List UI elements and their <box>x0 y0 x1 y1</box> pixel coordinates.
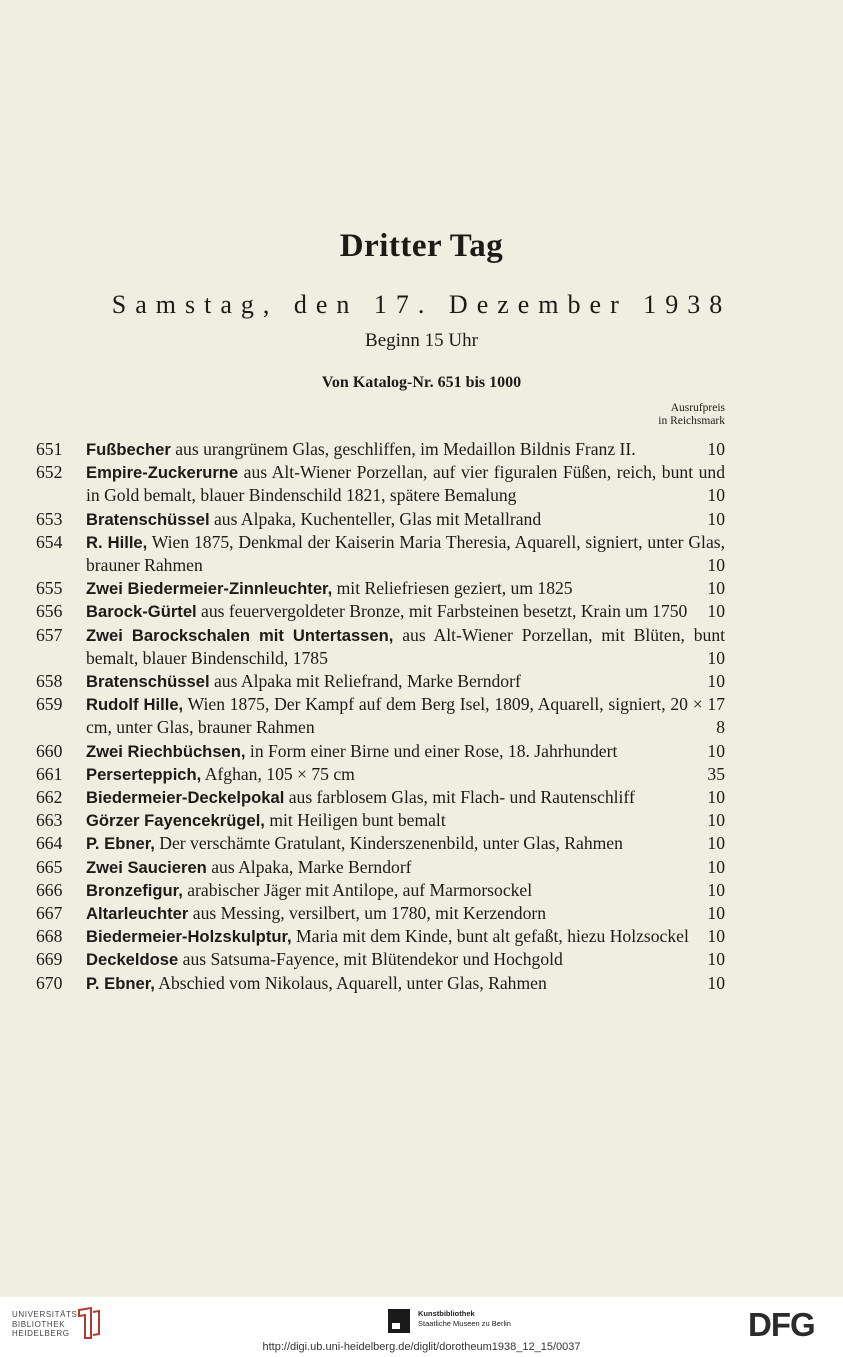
catalog-entry <box>36 902 725 925</box>
entry-number: 656 <box>36 601 63 622</box>
entry-description <box>86 925 725 948</box>
entry-number: 658 <box>36 671 63 692</box>
entry-number: 657 <box>36 624 63 645</box>
entry-item-name: Fußbecher <box>86 440 171 459</box>
entry-item-name: Biedermeier-Deckelpokal <box>86 788 285 808</box>
entry-price: 10 <box>707 949 725 970</box>
entry-description <box>86 577 725 600</box>
entry-item-name: Biedermeier-Holzskulptur, <box>86 927 292 947</box>
entry-item-name: Perserteppich, <box>86 764 202 784</box>
entry-item-text: aus Alpaka mit Reliefrand, Marke Berndorf <box>209 671 521 692</box>
entry-description <box>86 740 725 763</box>
entry-number: 663 <box>36 810 63 831</box>
entry-number: 651 <box>36 439 63 459</box>
entry-price: 10 <box>707 485 725 506</box>
entry-description <box>86 856 725 879</box>
catalog-entry <box>36 600 725 623</box>
catalog-entry <box>36 693 725 739</box>
catalog-entry <box>36 856 725 879</box>
uni-line: BIBLIOTHEK <box>12 1319 66 1329</box>
entry-price: 10 <box>707 647 725 668</box>
entry-description <box>86 786 725 809</box>
entry-price: 10 <box>707 787 725 808</box>
entry-number: 652 <box>36 462 63 483</box>
uni-line: HEIDELBERG <box>12 1329 70 1338</box>
entry-number: 670 <box>36 972 63 993</box>
entry-item-name: Bronzefigur, <box>86 880 183 900</box>
entry-item-name: Rudolf Hille, <box>86 695 184 715</box>
entry-description <box>86 832 725 855</box>
catalog-entry <box>36 461 725 507</box>
kb-line: Staatliche Museen zu Berlin <box>418 1319 511 1328</box>
catalog-entry <box>36 879 725 902</box>
catalog-entry <box>36 740 725 763</box>
catalog-entry <box>36 972 725 995</box>
footer-bar <box>0 1297 843 1357</box>
entry-item-text: aus Satsuma-Fayence, mit Blütendekor und Hochgold <box>178 949 563 970</box>
entry-item-name: P. Ebner, <box>86 973 155 993</box>
source-url[interactable]: http://digi.ub.uni-heidelberg.de/diglit/dorotheum1938_12_15/0037 <box>262 1341 581 1353</box>
kunstbibliothek-logo-icon <box>388 1309 410 1333</box>
entry-number: 664 <box>36 833 63 854</box>
catalog-entry <box>36 670 725 693</box>
entry-price: 10 <box>707 810 725 831</box>
entry-description <box>86 902 725 925</box>
entry-price: 10 <box>707 833 725 854</box>
entry-description <box>86 972 725 995</box>
entry-number: 654 <box>36 531 63 552</box>
entry-item-text: Afghan, 105 × 75 cm <box>201 763 355 784</box>
entry-item-name: Zwei Barockschalen mit Untertassen, <box>86 625 394 645</box>
entry-item-text: Wien 1875, Denkmal der Kaiserin Maria Theresia, Aquarell, signiert, unter Glas, brauner Rahmen <box>86 531 725 576</box>
entry-item-text: aus Alpaka, Marke Berndorf <box>206 856 412 877</box>
kunstbibliothek-label <box>418 1309 511 1329</box>
entry-item-name: Görzer Fayencekrügel, <box>86 811 265 831</box>
entry-number: 659 <box>36 694 63 715</box>
page-title: Dritter Tag <box>339 228 504 264</box>
catalog-entry <box>36 832 725 855</box>
entry-item-text: Maria mit dem Kinde, bunt alt gefaßt, hiezu Holzsockel <box>291 926 689 947</box>
dfg-logo: DFG <box>748 1306 815 1343</box>
entry-price: 10 <box>707 439 725 459</box>
entry-price: 10 <box>707 508 725 529</box>
entry-price: 35 <box>707 763 725 784</box>
entry-item-text: mit Heiligen bunt bemalt <box>264 810 446 831</box>
entry-number: 660 <box>36 740 63 761</box>
kb-line: Kunstbibliothek <box>418 1309 475 1318</box>
price-header-line: in Reichsmark <box>658 415 725 427</box>
entry-item-text: mit Reliefriesen geziert, um 1825 <box>332 578 573 599</box>
entry-number: 666 <box>36 879 63 900</box>
catalog-entry <box>36 438 725 461</box>
entry-number: 669 <box>36 949 63 970</box>
entry-price: 10 <box>707 903 725 924</box>
entry-number: 661 <box>36 763 63 784</box>
entry-item-name: Zwei Biedermeier-Zinnleuchter, <box>86 579 333 599</box>
entry-price: 10 <box>707 972 725 993</box>
catalog-entry <box>36 763 725 786</box>
entry-item-name: Altarleuchter <box>86 904 189 924</box>
entry-description <box>86 508 725 531</box>
auction-date: Samstag, den 17. Dezember 1938 <box>111 290 732 319</box>
entry-item-name: Zwei Saucieren <box>86 857 207 877</box>
entry-number: 662 <box>36 787 63 808</box>
entry-description <box>86 809 725 832</box>
entry-description <box>86 879 725 902</box>
university-logo-icon <box>76 1306 102 1340</box>
entry-item-name: Barock-Gürtel <box>86 602 197 622</box>
entry-item-text: aus Messing, versilbert, um 1780, mit Kerzendorn <box>188 903 547 924</box>
entry-item-text: in Form einer Birne und einer Rose, 18. Jahrhundert <box>245 740 618 761</box>
catalog-entry <box>36 624 725 670</box>
university-library-label <box>12 1310 81 1339</box>
price-column-header <box>658 402 725 428</box>
price-header-line: Ausrufpreis <box>670 402 725 414</box>
entry-number: 668 <box>36 926 63 947</box>
entry-number: 667 <box>36 903 63 924</box>
entry-item-text: aus Alt-Wiener Porzellan, auf vier figuralen Füßen, reich, bunt und in Gold bemalt, blauer Bindenschild 1821, spätere Bemalung <box>86 462 725 506</box>
entry-item-text: arabischer Jäger mit Antilope, auf Marmorsockel <box>182 879 533 900</box>
entry-item-name: Bratenschüssel <box>86 672 210 692</box>
entry-item-name: P. Ebner, <box>86 834 155 854</box>
entry-item-text: Abschied vom Nikolaus, Aquarell, unter Glas, Rahmen <box>154 972 547 993</box>
entry-item-name: Deckeldose <box>86 950 179 970</box>
entry-description <box>86 531 725 577</box>
entry-price: 10 <box>707 879 725 900</box>
start-time: Beginn 15 Uhr <box>365 330 478 351</box>
entry-description <box>86 948 725 971</box>
entry-description <box>86 670 725 693</box>
entry-item-name: Zwei Riechbüchsen, <box>86 741 246 761</box>
entry-description <box>86 461 725 507</box>
entry-price: 10 <box>707 926 725 947</box>
catalog-entry <box>36 508 725 531</box>
entry-item-text: aus Alt-Wiener Porzellan, mit Blüten, bunt bemalt, blauer Bindenschild, 1785 <box>86 624 726 668</box>
entry-price: 10 <box>707 856 725 877</box>
entry-item-text: aus farblosem Glas, mit Flach- und Rautenschliff <box>284 787 635 808</box>
entry-price: 10 <box>707 671 725 692</box>
entry-price: 10 <box>707 578 725 599</box>
entry-item-name: R. Hille, <box>86 532 148 552</box>
entry-description <box>86 763 725 786</box>
catalog-entry <box>36 925 725 948</box>
catalog-entry <box>36 577 725 600</box>
catalog-entry <box>36 786 725 809</box>
entry-description <box>86 693 725 739</box>
entry-item-text: aus Alpaka, Kuchenteller, Glas mit Metallrand <box>209 508 542 529</box>
catalog-entry <box>36 809 725 832</box>
catalog-range: Von Katalog-Nr. 651 bis 1000 <box>321 374 522 391</box>
catalog-list <box>36 438 725 995</box>
entry-item-name: Bratenschüssel <box>86 509 210 529</box>
entry-description <box>86 600 725 623</box>
entry-description <box>86 624 725 670</box>
entry-description <box>86 438 725 461</box>
entry-item-text: aus urangrünem Glas, geschliffen, im Medaillon Bildnis Franz II. <box>170 439 636 459</box>
entry-item-text: Wien 1875, Der Kampf auf dem Berg Isel, 1809, Aquarell, signiert, 20 × 17 cm, unter Glas, brauner Rahmen <box>86 694 725 738</box>
uni-line: UNIVERSITÄTS- <box>12 1310 81 1319</box>
entry-price: 10 <box>707 601 725 622</box>
entry-item-name: Empire-Zuckerurne <box>86 463 239 483</box>
entry-price: 10 <box>707 555 725 576</box>
catalog-entry <box>36 948 725 971</box>
entry-number: 655 <box>36 578 63 599</box>
entry-number: 653 <box>36 508 63 529</box>
entry-item-text: aus feuervergoldeter Bronze, mit Farbsteinen besetzt, Krain um 1750 <box>196 601 688 622</box>
entry-number: 665 <box>36 856 63 877</box>
catalog-entry <box>36 531 725 577</box>
entry-price: 8 <box>716 717 725 738</box>
entry-price: 10 <box>707 740 725 761</box>
entry-item-text: Der verschämte Gratulant, Kinderszenenbild, unter Glas, Rahmen <box>154 833 623 854</box>
